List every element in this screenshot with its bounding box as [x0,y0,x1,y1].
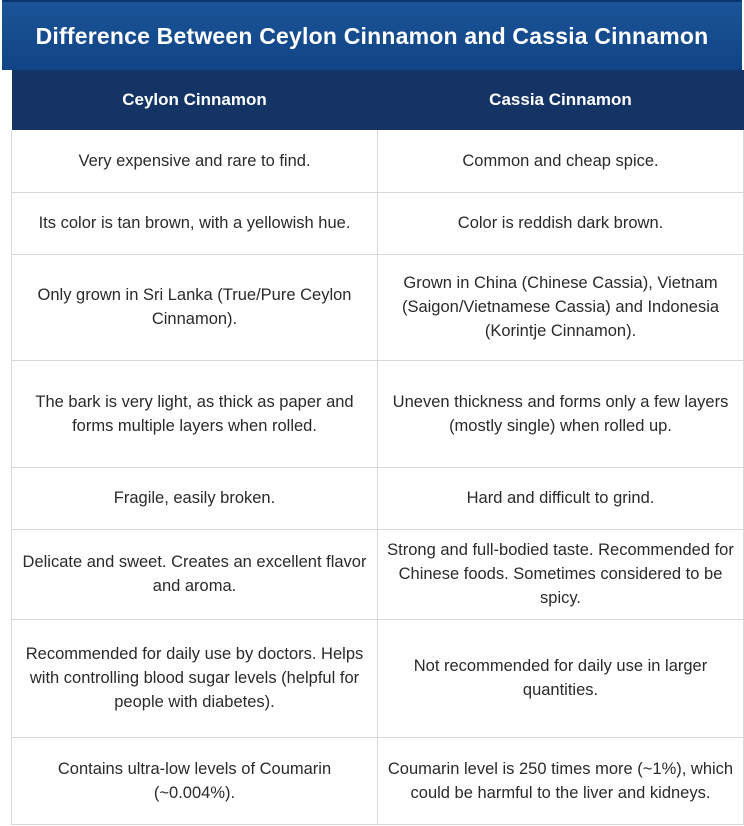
table-row [12,529,744,619]
column-header-cassia: Cassia Cinnamon [378,70,744,130]
table-row [12,130,744,192]
table-row [12,619,744,737]
cassia-cell: Strong and full-bodied taste. Recommended for Chinese foods. Sometimes considered to be spicy. [378,529,744,619]
table-row [12,192,744,254]
ceylon-cell: Fragile, easily broken. [12,467,378,529]
cassia-cell: Common and cheap spice. [378,130,744,192]
cassia-cell: Coumarin level is 250 times more (~1%), which could be harmful to the liver and kidneys. [378,737,744,824]
comparison-infographic [2,0,742,825]
column-header-ceylon: Ceylon Cinnamon [12,70,378,130]
ceylon-cell: Recommended for daily use by doctors. Helps with controlling blood sugar levels (helpful for people with diabetes). [12,619,378,737]
ceylon-cell: Very expensive and rare to find. [12,130,378,192]
ceylon-cell: Its color is tan brown, with a yellowish hue. [12,192,378,254]
cassia-cell: Grown in China (Chinese Cassia), Vietnam (Saigon/Vietnamese Cassia) and Indonesia (Korintje Cinnamon). [378,254,744,360]
page-title: Difference Between Ceylon Cinnamon and Cassia Cinnamon [2,0,742,70]
table-header-row [12,70,744,130]
cassia-cell: Not recommended for daily use in larger quantities. [378,619,744,737]
table-row [12,737,744,824]
cassia-cell: Hard and difficult to grind. [378,467,744,529]
table-row [12,467,744,529]
table-row [12,360,744,467]
comparison-table [11,70,744,825]
cassia-cell: Color is reddish dark brown. [378,192,744,254]
ceylon-cell: The bark is very light, as thick as paper and forms multiple layers when rolled. [12,360,378,467]
ceylon-cell: Contains ultra-low levels of Coumarin (~0.004%). [12,737,378,824]
ceylon-cell: Only grown in Sri Lanka (True/Pure Ceylon Cinnamon). [12,254,378,360]
cassia-cell: Uneven thickness and forms only a few layers (mostly single) when rolled up. [378,360,744,467]
ceylon-cell: Delicate and sweet. Creates an excellent flavor and aroma. [12,529,378,619]
table-row [12,254,744,360]
